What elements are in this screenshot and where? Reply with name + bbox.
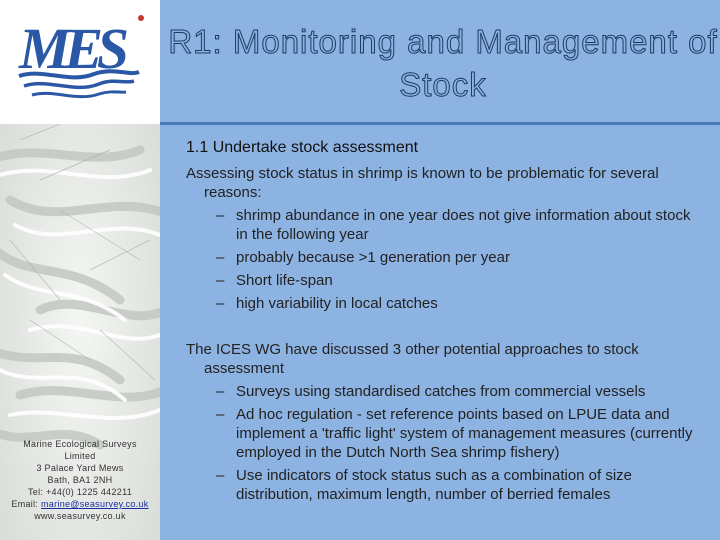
address-line-2: Bath, BA1 2NH <box>47 475 113 485</box>
list-item: – Ad hoc regulation - set reference points based on LPUE data and implement a 'traffic light' system of management measures (currently employed in the Dutch North Sea shrimp fishery) <box>186 405 706 462</box>
slide-title: R1: Monitoring and Management of Stock <box>168 23 718 103</box>
section-2-list <box>186 382 706 504</box>
email-label: Email: <box>11 499 41 509</box>
section-1-intro: Assessing stock status in shrimp is known to be problematic for several reasons: <box>186 165 659 201</box>
list-item: – shrimp abundance in one year does not give information about stock in the following year <box>186 206 706 244</box>
section-1-list <box>186 206 706 313</box>
section-2-intro: The ICES WG have discussed 3 other potential approaches to stock assessment <box>186 341 639 377</box>
contact-block <box>0 438 160 522</box>
website: www.seasurvey.co.uk <box>34 511 126 521</box>
section-heading: 1.1 Undertake stock assessment <box>186 139 419 156</box>
telephone: Tel: +44(0) 1225 442211 <box>27 487 133 497</box>
address-line-1: 3 Palace Yard Mews <box>36 463 124 473</box>
list-item: – Use indicators of stock status such as a combination of size distribution, maximum length, number of berried females <box>186 466 706 504</box>
list-item: – high variability in local catches <box>186 294 706 313</box>
list-item: – probably because >1 generation per year <box>186 248 706 267</box>
section-2 <box>186 340 706 508</box>
sidebar-panel <box>0 0 160 540</box>
svg-text:MES: MES <box>19 16 129 81</box>
header-divider <box>160 122 720 125</box>
company-name-suffix: Limited <box>64 451 96 461</box>
section-1 <box>186 164 706 317</box>
email-line <box>0 498 160 510</box>
mes-logo <box>14 10 149 110</box>
email-link[interactable]: marine@seasurvey.co.uk <box>41 499 149 509</box>
list-item: – Surveys using standardised catches from commercial vessels <box>186 382 706 401</box>
list-item: – Short life-span <box>186 271 706 290</box>
logo-area <box>0 0 160 124</box>
company-name: Marine Ecological Surveys <box>23 439 137 449</box>
